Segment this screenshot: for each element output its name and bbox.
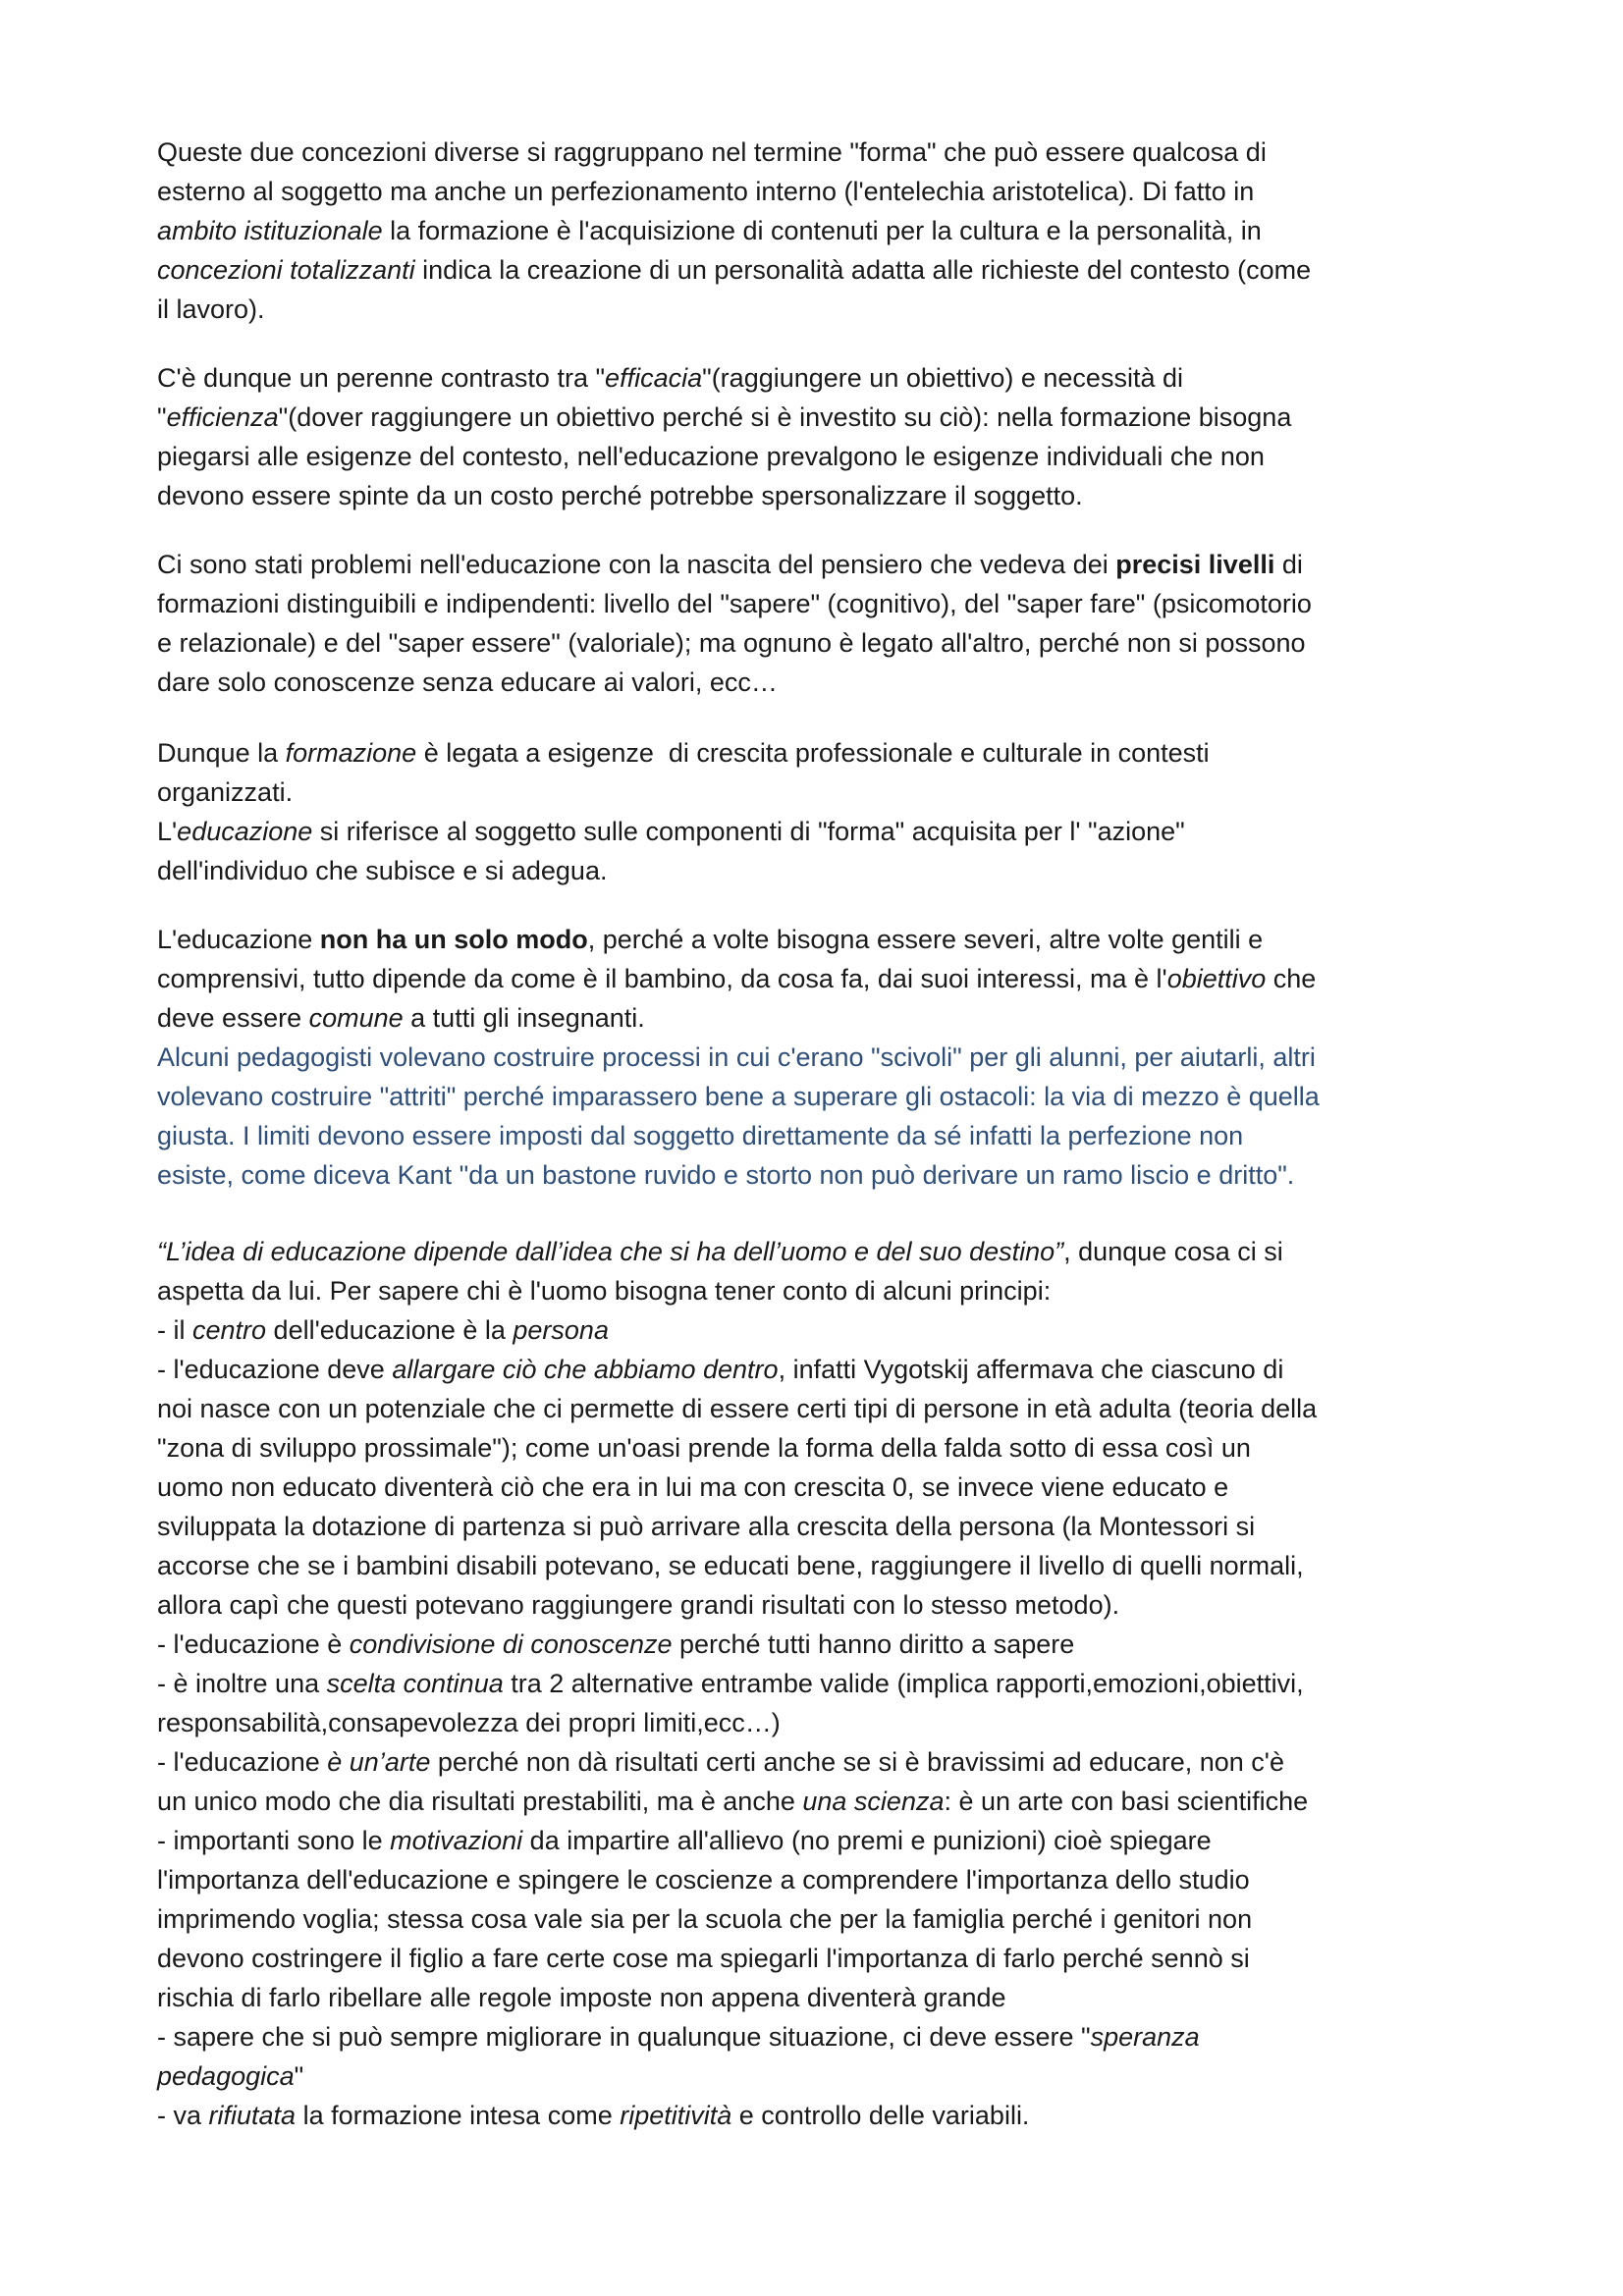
text-run: L'educazione [157,925,320,954]
text-run: giusta. I limiti devono essere imposti dal soggetto direttamente da sé infatti la perfezione non [157,1121,1244,1150]
text-run: deve essere [157,1003,309,1033]
text-line [157,1625,1483,1664]
text-line [157,1742,1483,1782]
bold-text: precisi livelli [1115,550,1275,579]
text-run: Queste due concezioni diverse si raggruppano nel termine "forma" che può essere qualcosa di [157,137,1267,167]
text-run: "(raggiungere un obiettivo) e necessità di [702,363,1183,393]
text-run: piegarsi alle esigenze del contesto, nell'educazione prevalgono le esigenze individuali che non [157,442,1265,471]
text-run: indica la creazione di un personalità adatta alle richieste del contesto (come [414,255,1312,285]
text-run: "zona di sviluppo prossimale"); come un'oasi prende la forma della falda sotto di essa così un [157,1433,1251,1463]
text-run: Dunque la [157,738,286,768]
text-run: L' [157,817,178,846]
paragraph [157,920,1483,1195]
text-run: la formazione intesa come [296,2101,621,2130]
text-run: - importanti sono le [157,1826,391,1855]
italic-text: efficacia [605,363,703,393]
text-line [157,1546,1483,1585]
italic-text: persona [513,1315,609,1345]
text-run: noi nasce con un potenziale che ci permette di essere certi tipi di persone in età adulta (teoria della [157,1394,1318,1423]
text-line [157,545,1483,584]
text-line [157,1468,1483,1507]
text-run: : è un arte con basi scientifiche [944,1787,1309,1816]
text-line [157,920,1483,959]
text-run: l'importanza dell'educazione e spingere le coscienze a comprendere l'importanza dello studio [157,1865,1250,1895]
text-run: perché non dà risultati certi anche se si è bravissimi ad educare, non c'è [430,1747,1284,1777]
text-run: aspetta da lui. Per sapere chi è l'uomo bisogna tener conto di alcuni principi: [157,1276,1052,1306]
text-line [157,476,1483,515]
text-run: , perché a volte bisogna essere severi, altre volte gentili e [587,925,1264,954]
text-line [157,1507,1483,1546]
text-run: , dunque cosa ci si [1063,1237,1283,1266]
text-line [157,851,1483,890]
text-run: comprensivi, tutto dipende da come è il bambino, da cosa fa, dai suoi interessi, ma è l' [157,964,1167,993]
text-line [157,959,1483,998]
paragraph [157,733,1483,890]
italic-text: educazione [177,817,313,846]
italic-text: una scienza [802,1787,945,1816]
text-run: allora capì che questi potevano raggiungere grandi risultati con lo stesso metodo). [157,1590,1120,1620]
text-line [157,1860,1483,1899]
text-run: esterno al soggetto ma anche un perfezionamento interno (l'entelechia aristotelica). Di fatto in [157,177,1255,206]
text-line [157,1782,1483,1821]
text-line [157,290,1483,329]
text-run: uomo non educato diventerà ciò che era in lui ma con crescita 0, se invece viene educato e [157,1472,1229,1502]
italic-text: è un’arte [327,1747,431,1777]
text-line [157,998,1483,1038]
text-line [157,1077,1483,1116]
text-line [157,1585,1483,1625]
text-run: rischia di farlo ribellare alle regole imposte non appena diventerà grande [157,1983,1006,2012]
text-line [157,1038,1483,1077]
italic-text: motivazioni [390,1826,523,1855]
text-run: - l'educazione [157,1747,328,1777]
text-line [157,1350,1483,1389]
text-run: è legata a esigenze di crescita professionale e culturale in contesti [416,738,1210,768]
bold-text: non ha un solo modo [319,925,588,954]
text-run: - il [157,1315,192,1345]
text-run: tra 2 alternative entrambe valide (implica rapporti,emozioni,obiettivi, [503,1669,1304,1698]
paragraph [157,358,1483,515]
text-line [157,1428,1483,1468]
text-line [157,172,1483,211]
text-line [157,733,1483,773]
text-run: Ci sono stati problemi nell'educazione con la nascita del pensiero che vedeva dei [157,550,1116,579]
paragraph [157,1232,1483,2135]
text-line [157,773,1483,812]
text-line [157,398,1483,437]
paragraph [157,133,1483,329]
italic-text: efficienza [166,402,279,432]
text-run: sviluppata la dotazione di partenza si può arrivare alla crescita della persona (la Montessori si [157,1512,1256,1541]
text-line [157,358,1483,398]
text-run: dell'individuo che subisce e si adegua. [157,856,608,885]
text-run: organizzati. [157,777,294,807]
italic-text: pedagogica [157,2061,295,2091]
text-line [157,663,1483,702]
text-line [157,1116,1483,1155]
text-run: - l'educazione è [157,1629,350,1659]
text-line [157,2096,1483,2135]
text-line [157,1271,1483,1310]
text-line [157,2056,1483,2096]
text-run: da impartire all'allievo (no premi e punizioni) cioè spiegare [522,1826,1212,1855]
italic-text: comune [308,1003,404,1033]
text-run: dare solo conoscenze senza educare ai valori, ecc… [157,667,778,697]
text-run: Alcuni pedagogisti volevano costruire processi in cui c'erano "scivoli" per gli alunni, per aiutarli, altri [157,1042,1316,1072]
text-run: " [294,2061,304,2091]
italic-text: rifiutata [208,2101,297,2130]
text-run: volevano costruire "attriti" perché imparassero bene a superare gli ostacoli: la via di mezzo è quella [157,1082,1320,1111]
text-run: il lavoro). [157,294,265,324]
text-line [157,1664,1483,1703]
text-line [157,1978,1483,2017]
text-run: imprimendo voglia; stessa cosa vale sia per la scuola che per la famiglia perché i genitori non [157,1904,1253,1934]
text-run: devono costringere il figlio a fare certe cose ma spiegarli l'importanza di farlo perché sennò si [157,1944,1250,1973]
text-run: C'è dunque un perenne contrasto tra " [157,363,606,393]
text-line [157,584,1483,623]
italic-text: obiettivo [1166,964,1267,993]
text-line [157,211,1483,250]
paragraph [157,545,1483,702]
text-run: responsabilità,consapevolezza dei propri limiti,ecc…) [157,1708,781,1737]
text-run: formazioni distinguibili e indipendenti: livello del "sapere" (cognitivo), del "saper fare" (psicomotorio [157,589,1312,618]
text-run: dell'educazione è la [266,1315,514,1345]
text-line [157,1232,1483,1271]
text-line [157,437,1483,476]
text-run: perché tutti hanno diritto a sapere [672,1629,1075,1659]
italic-text: condivisione di conoscenze [349,1629,673,1659]
text-run: esiste, come diceva Kant "da un bastone ruvido e storto non può derivare un ramo liscio e dritto". [157,1160,1295,1190]
text-run: - è inoltre una [157,1669,327,1698]
text-line [157,623,1483,663]
text-line [157,812,1483,851]
text-line [157,1939,1483,1978]
text-run: un unico modo che dia risultati prestabiliti, ma è anche [157,1787,803,1816]
text-line [157,1389,1483,1428]
italic-text: concezioni totalizzanti [157,255,415,285]
text-run: devono essere spinte da un costo perché potrebbe spersonalizzare il soggetto. [157,481,1083,510]
text-run: a tutti gli insegnanti. [403,1003,645,1033]
italic-text: ripetitività [620,2101,732,2130]
text-line [157,1899,1483,1939]
italic-text: scelta continua [326,1669,504,1698]
text-run: che [1266,964,1317,993]
italic-text: allargare ciò che abbiamo dentro [392,1355,779,1384]
text-run: , infatti Vygotskij affermava che ciascuno di [778,1355,1284,1384]
text-line [157,1821,1483,1860]
text-run: - va [157,2101,209,2130]
text-line [157,1703,1483,1742]
text-line [157,1155,1483,1195]
italic-text: speranza [1090,2022,1200,2052]
text-run: accorse che se i bambini disabili potevano, se educati bene, raggiungere il livello di quelli normali, [157,1551,1304,1580]
text-run: si riferisce al soggetto sulle componenti di "forma" acquisita per l' "azione" [312,817,1185,846]
text-line [157,2017,1483,2056]
text-run: e controllo delle variabili. [731,2101,1030,2130]
text-run: - sapere che si può sempre migliorare in qualunque situazione, ci deve essere " [157,2022,1091,2052]
text-line [157,250,1483,290]
italic-text: ambito istituzionale [157,216,383,245]
text-run: e relazionale) e del "saper essere" (valoriale); ma ognuno è legato all'altro, perché non si possono [157,628,1306,658]
italic-text: “L’idea di educazione dipende dall’idea che si ha dell’uomo e del suo destino” [157,1237,1064,1266]
text-line [157,133,1483,172]
text-run: di [1274,550,1303,579]
text-line [157,1310,1483,1350]
italic-text: formazione [285,738,417,768]
italic-text: centro [192,1315,267,1345]
text-run: "(dover raggiungere un obiettivo perché si è investito su ciò): nella formazione bisogna [278,402,1292,432]
text-run: la formazione è l'acquisizione di contenuti per la cultura e la personalità, in [382,216,1262,245]
text-run: " [157,402,167,432]
text-run: - l'educazione deve [157,1355,393,1384]
